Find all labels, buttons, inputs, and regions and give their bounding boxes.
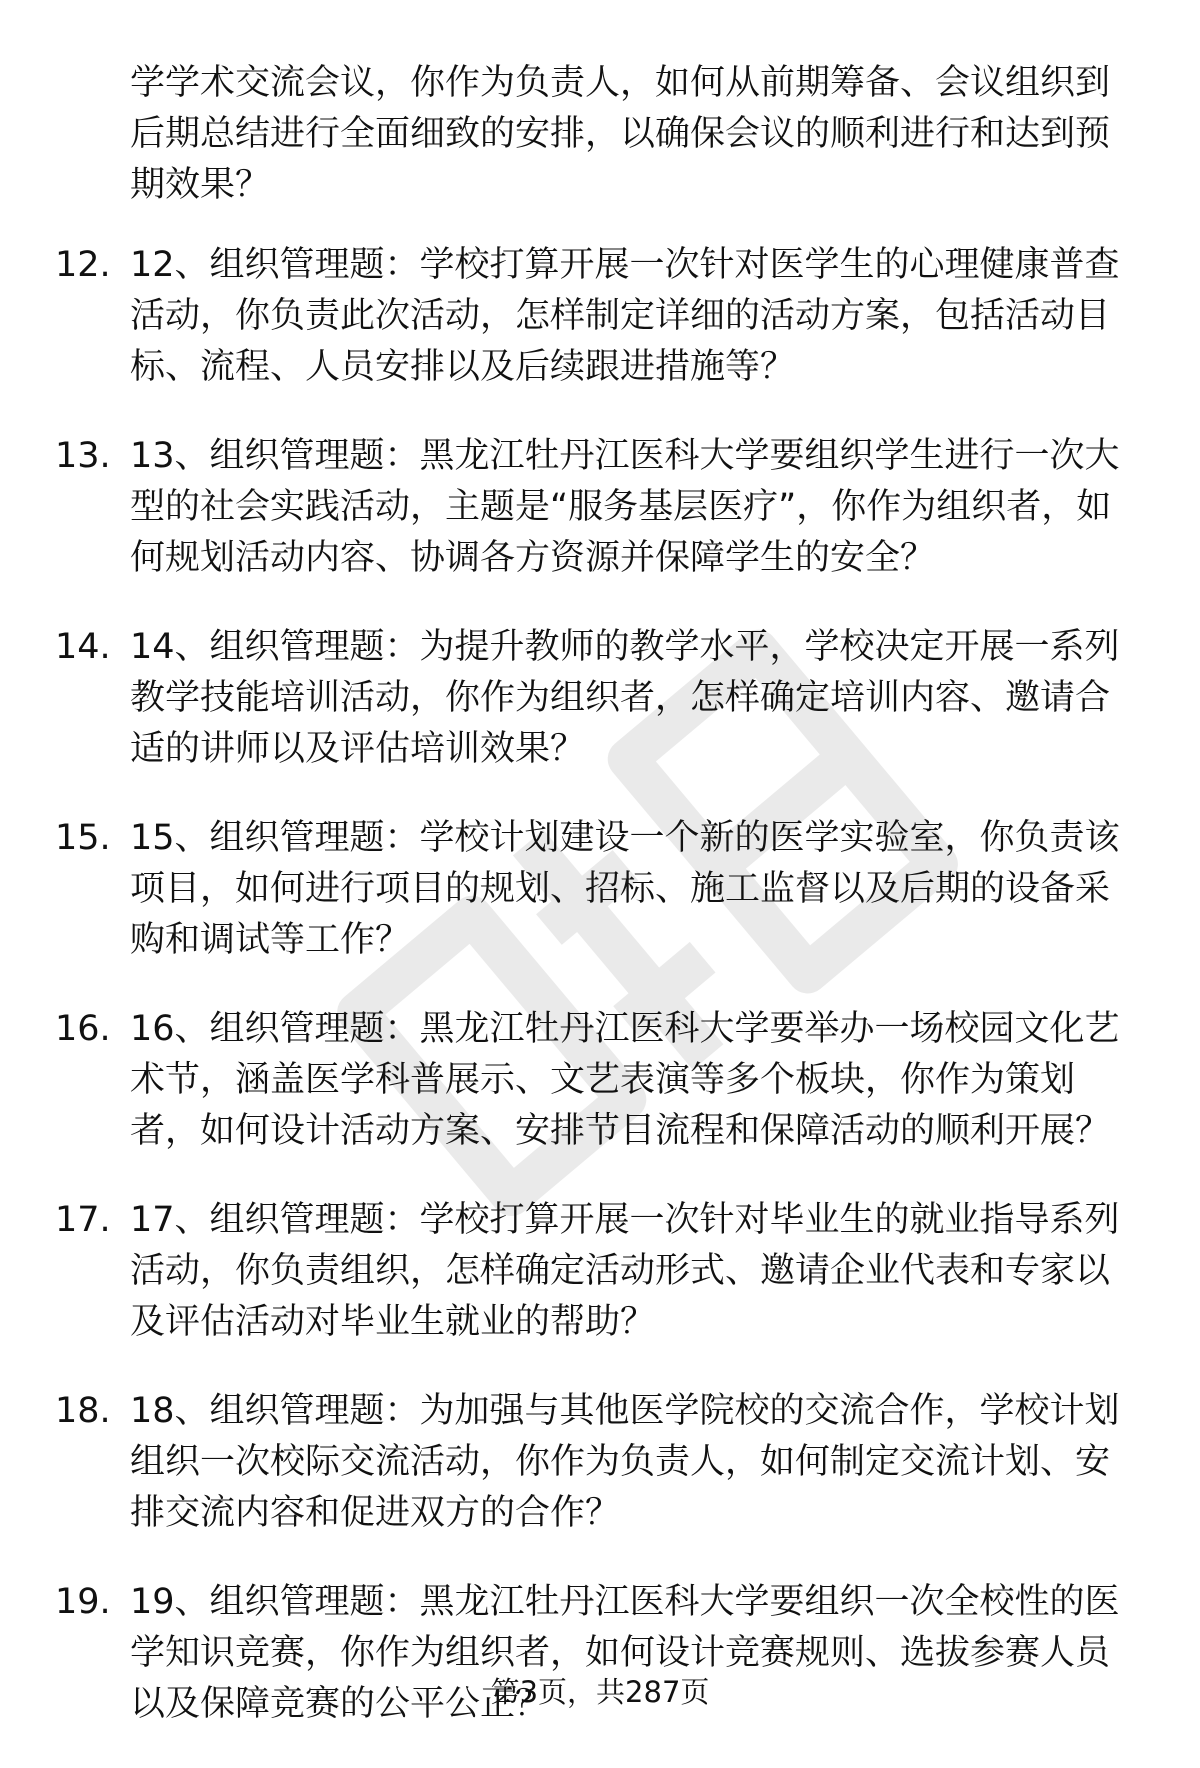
question-text: 14、组织管理题：为提升教师的教学水平，学校决定开展一系列教学技能培训活动，你作为组织者，怎样确定培训内容、邀请合适的讲师以及评估培训效果？: [130, 627, 1120, 769]
list-item: [0, 813, 1200, 966]
page-number: 第3页，共287页: [490, 1675, 710, 1709]
question-number: 17.: [55, 1200, 111, 1240]
question-text: 17、组织管理题：学校打算开展一次针对毕业生的就业指导系列活动，你负责组织，怎样确定活动形式、邀请企业代表和专家以及评估活动对毕业生就业的帮助？: [130, 1200, 1120, 1342]
question-number: 14.: [55, 627, 111, 667]
question-text: 18、组织管理题：为加强与其他医学院校的交流合作，学校计划组织一次校际交流活动，你作为负责人，如何制定交流计划、安排交流内容和促进双方的合作？: [130, 1391, 1120, 1533]
question-number: 18.: [55, 1391, 111, 1431]
list-item: [0, 1195, 1200, 1348]
question-number: 13.: [55, 436, 111, 476]
question-number: 16.: [55, 1009, 111, 1049]
list-item: [0, 1004, 1200, 1157]
question-text: 13、组织管理题：黑龙江牡丹江医科大学要组织学生进行一次大型的社会实践活动，主题是“服务基层医疗”，你作为组织者，如何规划活动内容、协调各方资源并保障学生的安全？: [130, 436, 1120, 578]
continued-question-text: 学学术交流会议，你作为负责人，如何从前期筹备、会议组织到后期总结进行全面细致的安排，以确保会议的顺利进行和达到预期效果？: [130, 63, 1111, 205]
question-text: 12、组织管理题：学校打算开展一次针对医学生的心理健康普查活动，你负责此次活动，怎样制定详细的活动方案，包括活动目标、流程、人员安排以及后续跟进措施等？: [130, 245, 1120, 387]
question-text: 16、组织管理题：黑龙江牡丹江医科大学要举办一场校园文化艺术节，涵盖医学科普展示、文艺表演等多个板块，你作为策划者，如何设计活动方案、安排节目流程和保障活动的顺利开展？: [130, 1009, 1120, 1151]
question-number: 19.: [55, 1582, 111, 1622]
list-item: [0, 622, 1200, 775]
list-item: [0, 240, 1200, 393]
list-item: [0, 1386, 1200, 1539]
question-list: [0, 240, 1200, 1768]
question-number: 15.: [55, 818, 111, 858]
question-text: 15、组织管理题：学校计划建设一个新的医学实验室，你负责该项目，如何进行项目的规划、招标、施工监督以及后期的设备采购和调试等工作？: [130, 818, 1120, 960]
question-text: 19、组织管理题：黑龙江牡丹江医科大学要组织一次全校性的医学知识竞赛，你作为组织者，如何设计竞赛规则、选拔参赛人员以及保障竞赛的公平公正？: [130, 1582, 1120, 1724]
question-number: 12.: [55, 245, 111, 285]
list-item: [0, 431, 1200, 584]
